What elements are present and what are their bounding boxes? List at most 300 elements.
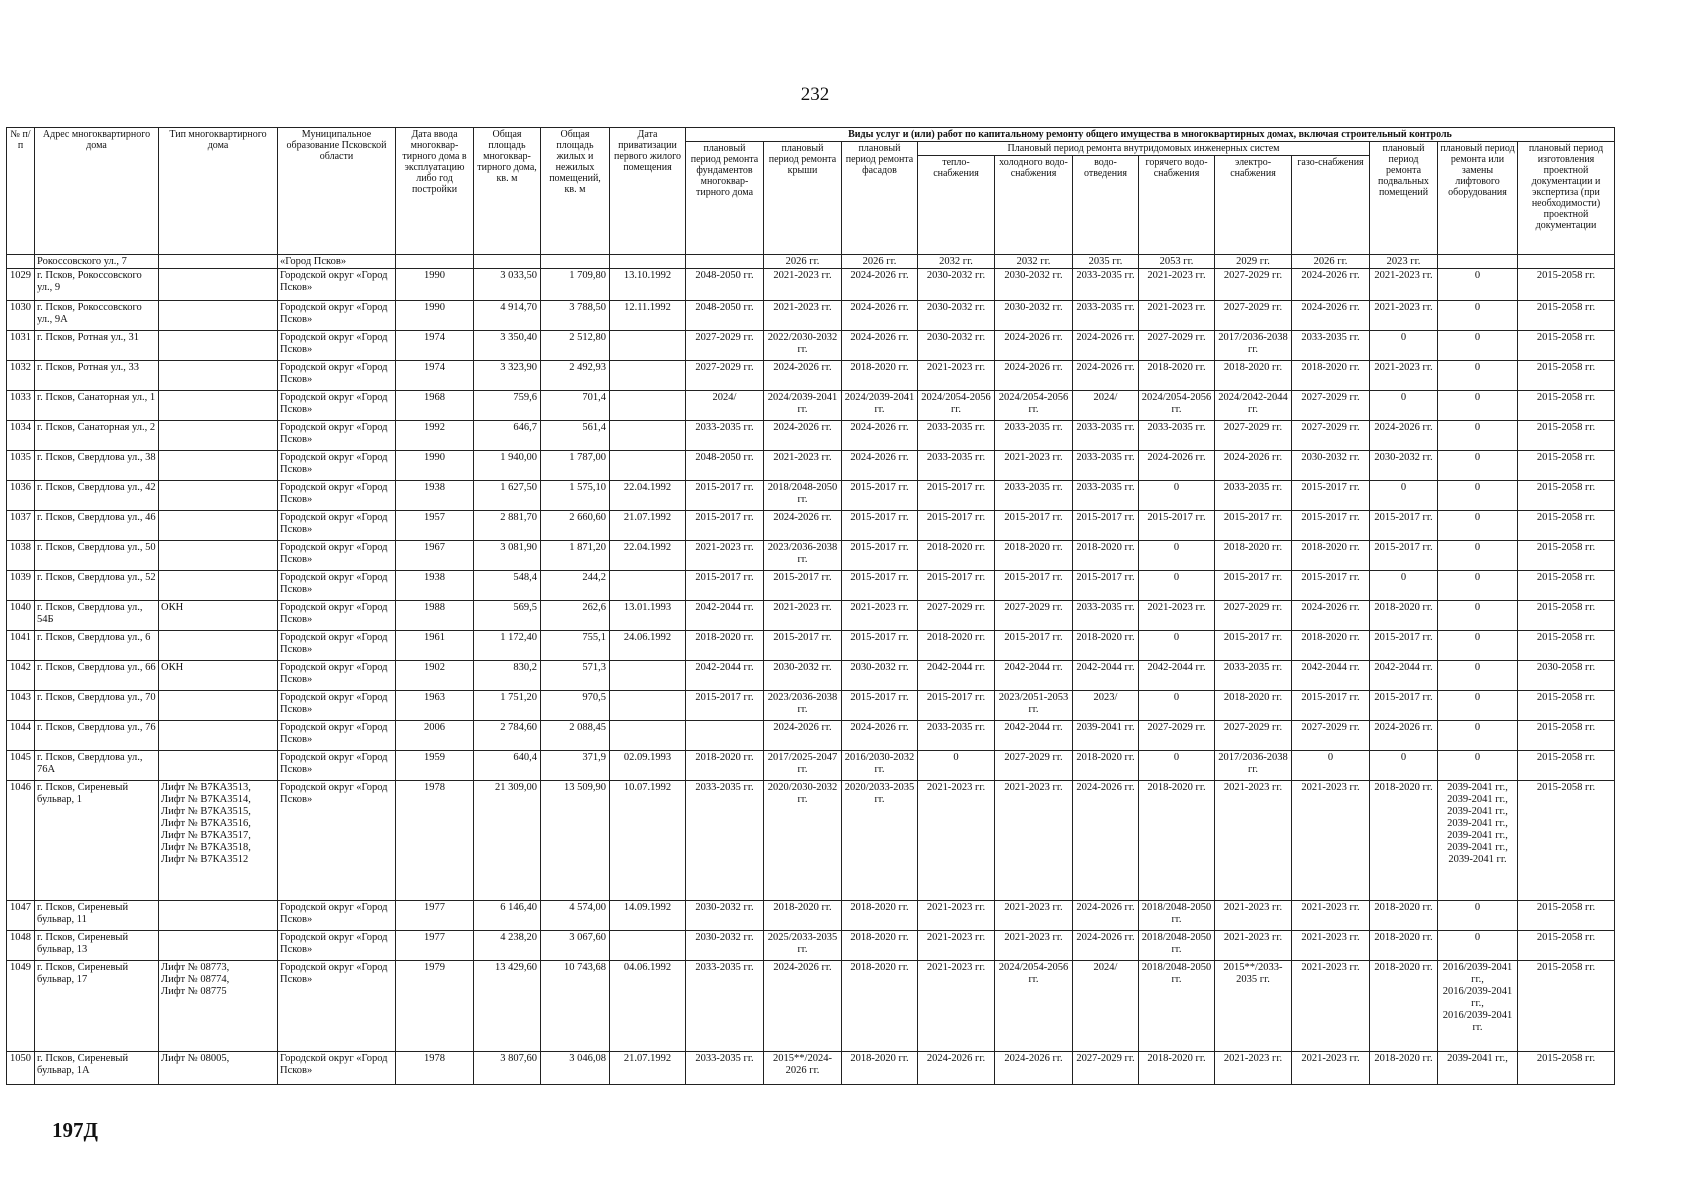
house-type-cell — [159, 781, 278, 901]
design-period-cell: 2015-2058 гг. — [1518, 721, 1615, 751]
living-area-cell: 13 509,90 — [541, 781, 610, 901]
municipality-cell: Городской округ «Город Псков» — [278, 511, 396, 541]
gas-period-cell: 2021-2023 гг. — [1292, 781, 1370, 901]
foundation-period-cell: 2018-2020 гг. — [686, 631, 764, 661]
sewer-period-cell: 2015-2017 гг. — [1073, 511, 1139, 541]
commission-year-cell: 1938 — [396, 481, 474, 511]
table-row — [7, 301, 1615, 331]
hot-water-period-cell: 2018-2020 гг. — [1139, 361, 1215, 391]
hot-water-period-cell: 0 — [1139, 571, 1215, 601]
privatization-date-cell: 21.07.1992 — [610, 1052, 686, 1085]
header-roof: плановый период ремонта крыши — [764, 142, 842, 255]
heat-period-cell: 2018-2020 гг. — [918, 631, 995, 661]
address-cell: г. Псков, Сиреневый бульвар, 1А — [35, 1052, 159, 1085]
cold-water-period-cell: 2030-2032 гг. — [995, 269, 1073, 301]
row-number: 1034 — [7, 421, 35, 451]
gas-period-cell: 2042-2044 гг. — [1292, 661, 1370, 691]
list-item: 2039-2041 гг., — [1447, 842, 1508, 853]
total-area-cell: 4 238,20 — [474, 931, 541, 961]
total-area-cell: 646,7 — [474, 421, 541, 451]
municipality-cell: Городской округ «Город Псков» — [278, 301, 396, 331]
header-foundation: плановый период ремонта фундаментов многоквар-тирного дома — [686, 142, 764, 255]
house-type-cell — [159, 331, 278, 361]
header-address: Адрес многоквартирного дома — [35, 128, 159, 255]
row-number: 1045 — [7, 751, 35, 781]
privatization-date-cell — [610, 661, 686, 691]
table-row — [7, 751, 1615, 781]
address-cell: г. Псков, Свердлова ул., 70 — [35, 691, 159, 721]
header-num: № п/п — [7, 128, 35, 255]
basement-period-cell: 2018-2020 гг. — [1370, 931, 1438, 961]
roof-period-cell: 2018/2048-2050 гг. — [764, 481, 842, 511]
address-cell: г. Псков, Сиреневый бульвар, 1 — [35, 781, 159, 901]
roof-period-cell: 2024-2026 гг. — [764, 721, 842, 751]
table-row — [7, 1052, 1615, 1085]
living-area-cell: 2 088,45 — [541, 721, 610, 751]
roof-period-cell: 2024-2026 гг. — [764, 961, 842, 1052]
page-number: 232 — [800, 84, 830, 105]
commission-year-cell: 1974 — [396, 361, 474, 391]
roof-period-cell: 2020/2030-2032 гг. — [764, 781, 842, 901]
privatization-date-cell — [610, 691, 686, 721]
roof-period-cell: 2015-2017 гг. — [764, 571, 842, 601]
gas-period-cell: 2015-2017 гг. — [1292, 691, 1370, 721]
foundation-period-cell: 2048-2050 гг. — [686, 269, 764, 301]
foundation-period-cell: 2015-2017 гг. — [686, 571, 764, 601]
heat-period-cell: 2021-2023 гг. — [918, 781, 995, 901]
roof-period-cell: 2024-2026 гг. — [764, 361, 842, 391]
row-number: 1033 — [7, 391, 35, 421]
hot-water-period-cell: 2021-2023 гг. — [1139, 301, 1215, 331]
cold-water-period-cell: 2033-2035 гг. — [995, 481, 1073, 511]
house-type-cell: ОКН — [159, 661, 278, 691]
municipality-cell: «Город Псков» — [278, 255, 396, 269]
basement-period-cell: 2024-2026 гг. — [1370, 421, 1438, 451]
address-cell: г. Псков, Свердлова ул., 42 — [35, 481, 159, 511]
row-number: 1047 — [7, 901, 35, 931]
elevator-period-cell: 0 — [1438, 931, 1518, 961]
cold-water-period-cell: 2032 гг. — [995, 255, 1073, 269]
total-area-cell: 3 081,90 — [474, 541, 541, 571]
heat-period-cell: 2033-2035 гг. — [918, 421, 995, 451]
total-area-cell: 1 172,40 — [474, 631, 541, 661]
address-cell: г. Псков, Сиреневый бульвар, 13 — [35, 931, 159, 961]
elevator-period-cell: 0 — [1438, 541, 1518, 571]
elevator-period-cell: 0 — [1438, 691, 1518, 721]
cold-water-period-cell: 2042-2044 гг. — [995, 661, 1073, 691]
heat-period-cell: 2015-2017 гг. — [918, 691, 995, 721]
commission-year-cell: 1977 — [396, 901, 474, 931]
heat-period-cell: 0 — [918, 751, 995, 781]
list-item: 2039-2041 гг., — [1447, 806, 1508, 817]
house-type-cell — [159, 541, 278, 571]
sewer-period-cell: 2024/ — [1073, 961, 1139, 1052]
commission-year-cell: 1990 — [396, 451, 474, 481]
design-period-cell: 2015-2058 гг. — [1518, 269, 1615, 301]
hot-water-period-cell: 2018/2048-2050 гг. — [1139, 901, 1215, 931]
design-period-cell: 2015-2058 гг. — [1518, 541, 1615, 571]
facade-period-cell: 2030-2032 гг. — [842, 661, 918, 691]
heat-period-cell: 2033-2035 гг. — [918, 451, 995, 481]
facade-period-cell: 2015-2017 гг. — [842, 571, 918, 601]
total-area-cell: 640,4 — [474, 751, 541, 781]
table-row — [7, 269, 1615, 301]
privatization-date-cell: 13.10.1992 — [610, 269, 686, 301]
header-heat: тепло-снабжения — [918, 156, 995, 255]
municipality-cell: Городской округ «Город Псков» — [278, 661, 396, 691]
foundation-period-cell: 2033-2035 гг. — [686, 781, 764, 901]
basement-period-cell: 2015-2017 гг. — [1370, 541, 1438, 571]
facade-period-cell: 2018-2020 гг. — [842, 961, 918, 1052]
basement-period-cell: 2021-2023 гг. — [1370, 269, 1438, 301]
elevator-period-cell: 0 — [1438, 601, 1518, 631]
list-item: 2016/2039-2041 гг. — [1442, 1010, 1513, 1033]
address-cell: г. Псков, Свердлова ул., 76 — [35, 721, 159, 751]
header-basement: плановый период ремонта подвальных помещений — [1370, 142, 1438, 255]
sewer-period-cell: 2024-2026 гг. — [1073, 331, 1139, 361]
address-cell: г. Псков, Сиреневый бульвар, 11 — [35, 901, 159, 931]
foundation-period-cell: 2048-2050 гг. — [686, 301, 764, 331]
municipality-cell: Городской округ «Город Псков» — [278, 421, 396, 451]
list-item: Лифт № В7КА3518, — [161, 842, 251, 853]
foundation-period-cell: 2042-2044 гг. — [686, 601, 764, 631]
basement-period-cell: 2018-2020 гг. — [1370, 1052, 1438, 1085]
cold-water-period-cell: 2027-2029 гг. — [995, 751, 1073, 781]
elevator-period-cell — [1438, 961, 1518, 1052]
heat-period-cell: 2033-2035 гг. — [918, 721, 995, 751]
commission-year-cell — [396, 255, 474, 269]
header-municipality: Муниципальное образование Псковской области — [278, 128, 396, 255]
municipality-cell: Городской округ «Город Псков» — [278, 691, 396, 721]
address-cell: г. Псков, Рокоссовского ул., 9А — [35, 301, 159, 331]
total-area-cell — [474, 255, 541, 269]
total-area-cell: 6 146,40 — [474, 901, 541, 931]
commission-year-cell: 1990 — [396, 269, 474, 301]
house-type-cell — [159, 361, 278, 391]
basement-period-cell: 0 — [1370, 751, 1438, 781]
address-cell: г. Псков, Свердлова ул., 52 — [35, 571, 159, 601]
commission-year-cell: 1902 — [396, 661, 474, 691]
privatization-date-cell — [610, 721, 686, 751]
gas-period-cell: 2018-2020 гг. — [1292, 361, 1370, 391]
heat-period-cell: 2015-2017 гг. — [918, 511, 995, 541]
basement-period-cell: 2015-2017 гг. — [1370, 631, 1438, 661]
table-row — [7, 331, 1615, 361]
row-number: 1032 — [7, 361, 35, 391]
hot-water-period-cell: 0 — [1139, 631, 1215, 661]
living-area-cell: 2 660,60 — [541, 511, 610, 541]
design-period-cell: 2015-2058 гг. — [1518, 1052, 1615, 1085]
cold-water-period-cell: 2024-2026 гг. — [995, 1052, 1073, 1085]
row-number: 1041 — [7, 631, 35, 661]
hot-water-period-cell: 2021-2023 гг. — [1139, 269, 1215, 301]
commission-year-cell: 1967 — [396, 541, 474, 571]
elevator-period-cell: 0 — [1438, 661, 1518, 691]
gas-period-cell: 2021-2023 гг. — [1292, 961, 1370, 1052]
elevator-period-cell — [1438, 781, 1518, 901]
commission-year-cell: 1963 — [396, 691, 474, 721]
electric-period-cell: 2021-2023 гг. — [1215, 1052, 1292, 1085]
row-number: 1044 — [7, 721, 35, 751]
hot-water-period-cell: 2018-2020 гг. — [1139, 781, 1215, 901]
address-cell: г. Псков, Санаторная ул., 2 — [35, 421, 159, 451]
municipality-cell: Городской округ «Город Псков» — [278, 721, 396, 751]
sewer-period-cell: 2018-2020 гг. — [1073, 541, 1139, 571]
commission-year-cell: 1938 — [396, 571, 474, 601]
municipality-cell: Городской округ «Город Псков» — [278, 541, 396, 571]
address-cell: Рокоссовского ул., 7 — [35, 255, 159, 269]
design-period-cell: 2015-2058 гг. — [1518, 931, 1615, 961]
house-type-cell: ОКН — [159, 601, 278, 631]
gas-period-cell: 2024-2026 гг. — [1292, 269, 1370, 301]
electric-period-cell: 2027-2029 гг. — [1215, 601, 1292, 631]
house-type-cell — [159, 901, 278, 931]
municipality-cell: Городской округ «Город Псков» — [278, 451, 396, 481]
hot-water-period-cell: 2024-2026 гг. — [1139, 451, 1215, 481]
municipality-cell: Городской округ «Город Псков» — [278, 961, 396, 1052]
elevator-period-cell: 0 — [1438, 331, 1518, 361]
privatization-date-cell — [610, 255, 686, 269]
privatization-date-cell — [610, 361, 686, 391]
basement-period-cell: 2018-2020 гг. — [1370, 901, 1438, 931]
design-period-cell: 2015-2058 гг. — [1518, 901, 1615, 931]
total-area-cell: 1 751,20 — [474, 691, 541, 721]
facade-period-cell: 2015-2017 гг. — [842, 541, 918, 571]
header-hot-water: горячего водо-снабжения — [1139, 156, 1215, 255]
sewer-period-cell: 2018-2020 гг. — [1073, 751, 1139, 781]
electric-period-cell: 2015-2017 гг. — [1215, 631, 1292, 661]
list-item: Лифт № В7КА3515, — [161, 806, 251, 817]
roof-period-cell: 2017/2025-2047 гг. — [764, 751, 842, 781]
privatization-date-cell: 12.11.1992 — [610, 301, 686, 331]
electric-period-cell: 2024-2026 гг. — [1215, 451, 1292, 481]
sewer-period-cell: 2024/ — [1073, 391, 1139, 421]
table-row — [7, 391, 1615, 421]
header-gas: газо-снабжения — [1292, 156, 1370, 255]
row-number: 1037 — [7, 511, 35, 541]
row-number: 1035 — [7, 451, 35, 481]
row-number: 1039 — [7, 571, 35, 601]
design-period-cell: 2015-2058 гг. — [1518, 571, 1615, 601]
design-period-cell: 2015-2058 гг. — [1518, 781, 1615, 901]
living-area-cell: 3 067,60 — [541, 931, 610, 961]
commission-year-cell: 1988 — [396, 601, 474, 631]
list-item: Лифт № В7КА3514, — [161, 794, 251, 805]
foundation-period-cell: 2021-2023 гг. — [686, 541, 764, 571]
privatization-date-cell: 22.04.1992 — [610, 541, 686, 571]
foundation-period-cell: 2015-2017 гг. — [686, 691, 764, 721]
electric-period-cell: 2027-2029 гг. — [1215, 721, 1292, 751]
elevator-period-cell: 2039-2041 гг., — [1438, 1052, 1518, 1085]
privatization-date-cell — [610, 451, 686, 481]
gas-period-cell: 2027-2029 гг. — [1292, 721, 1370, 751]
header-commission-date: Дата ввода многоквар-тирного дома в эксплуатацию либо год постройки — [396, 128, 474, 255]
heat-period-cell: 2021-2023 гг. — [918, 961, 995, 1052]
address-cell: г. Псков, Свердлова ул., 50 — [35, 541, 159, 571]
total-area-cell: 3 033,50 — [474, 269, 541, 301]
header-sewer: водо-отведения — [1073, 156, 1139, 255]
sewer-period-cell: 2024-2026 гг. — [1073, 781, 1139, 901]
cold-water-period-cell: 2015-2017 гг. — [995, 511, 1073, 541]
heat-period-cell: 2015-2017 гг. — [918, 481, 995, 511]
row-number: 1048 — [7, 931, 35, 961]
foundation-period-cell: 2048-2050 гг. — [686, 451, 764, 481]
basement-period-cell: 2024-2026 гг. — [1370, 721, 1438, 751]
gas-period-cell: 2015-2017 гг. — [1292, 511, 1370, 541]
foundation-period-cell: 2015-2017 гг. — [686, 481, 764, 511]
hot-water-period-cell: 0 — [1139, 751, 1215, 781]
heat-period-cell: 2021-2023 гг. — [918, 901, 995, 931]
facade-period-cell: 2021-2023 гг. — [842, 601, 918, 631]
sewer-period-cell: 2024-2026 гг. — [1073, 901, 1139, 931]
table-row — [7, 511, 1615, 541]
total-area-cell: 3 807,60 — [474, 1052, 541, 1085]
design-period-cell — [1518, 255, 1615, 269]
living-area-cell: 571,3 — [541, 661, 610, 691]
electric-period-cell: 2017/2036-2038 гг. — [1215, 331, 1292, 361]
house-type-cell — [159, 961, 278, 1052]
address-cell: г. Псков, Свердлова ул., 46 — [35, 511, 159, 541]
total-area-cell: 548,4 — [474, 571, 541, 601]
electric-period-cell: 2015-2017 гг. — [1215, 511, 1292, 541]
living-area-cell: 3 046,08 — [541, 1052, 610, 1085]
list-item: 2039-2041 гг., — [1447, 782, 1508, 793]
total-area-cell: 1 940,00 — [474, 451, 541, 481]
sewer-period-cell: 2033-2035 гг. — [1073, 601, 1139, 631]
gas-period-cell: 2021-2023 гг. — [1292, 901, 1370, 931]
basement-period-cell: 2023 гг. — [1370, 255, 1438, 269]
elevator-period-cell: 0 — [1438, 421, 1518, 451]
basement-period-cell: 0 — [1370, 331, 1438, 361]
elevator-period-cell: 0 — [1438, 901, 1518, 931]
municipality-cell: Городской округ «Город Псков» — [278, 481, 396, 511]
electric-period-cell: 2015-2017 гг. — [1215, 571, 1292, 601]
house-type-cell — [159, 451, 278, 481]
foundation-period-cell: 2030-2032 гг. — [686, 901, 764, 931]
municipality-cell: Городской округ «Город Псков» — [278, 601, 396, 631]
basement-period-cell: 2021-2023 гг. — [1370, 301, 1438, 331]
list-item: 2039-2041 гг. — [1448, 854, 1507, 865]
hot-water-period-cell: 2018/2048-2050 гг. — [1139, 961, 1215, 1052]
header-type: Тип многоквартирного дома — [159, 128, 278, 255]
living-area-cell: 561,4 — [541, 421, 610, 451]
row-number: 1046 — [7, 781, 35, 901]
table-row — [7, 481, 1615, 511]
list-item: Лифт № 08774, — [161, 974, 230, 985]
row-number: 1040 — [7, 601, 35, 631]
privatization-date-cell — [610, 421, 686, 451]
elevator-period-cell: 0 — [1438, 269, 1518, 301]
living-area-cell: 1 787,00 — [541, 451, 610, 481]
living-area-cell: 1 871,20 — [541, 541, 610, 571]
commission-year-cell: 1959 — [396, 751, 474, 781]
basement-period-cell: 0 — [1370, 571, 1438, 601]
house-type-cell — [159, 931, 278, 961]
list-item: 2039-2041 гг., — [1447, 818, 1508, 829]
sewer-period-cell: 2033-2035 гг. — [1073, 269, 1139, 301]
table-row — [7, 255, 1615, 269]
total-area-cell: 4 914,70 — [474, 301, 541, 331]
house-type-cell — [159, 421, 278, 451]
living-area-cell: 701,4 — [541, 391, 610, 421]
living-area-cell: 1 575,10 — [541, 481, 610, 511]
electric-period-cell: 2027-2029 гг. — [1215, 421, 1292, 451]
header-systems-title: Плановый период ремонта внутридомовых инженерных систем — [918, 142, 1370, 156]
facade-period-cell: 2015-2017 гг. — [842, 481, 918, 511]
facade-period-cell: 2018-2020 гг. — [842, 931, 918, 961]
heat-period-cell: 2030-2032 гг. — [918, 269, 995, 301]
header-elevator: плановый период ремонта или замены лифтового оборудования — [1438, 142, 1518, 255]
header-cold-water: холодного водо-снабжения — [995, 156, 1073, 255]
sewer-period-cell: 2033-2035 гг. — [1073, 301, 1139, 331]
privatization-date-cell: 22.04.1992 — [610, 481, 686, 511]
row-number: 1042 — [7, 661, 35, 691]
privatization-date-cell: 13.01.1993 — [610, 601, 686, 631]
electric-period-cell: 2027-2029 гг. — [1215, 301, 1292, 331]
hot-water-period-cell: 0 — [1139, 541, 1215, 571]
facade-period-cell: 2018-2020 гг. — [842, 1052, 918, 1085]
hot-water-period-cell: 2021-2023 гг. — [1139, 601, 1215, 631]
heat-period-cell: 2027-2029 гг. — [918, 601, 995, 631]
elevator-period-cell: 0 — [1438, 481, 1518, 511]
design-period-cell: 2015-2058 гг. — [1518, 961, 1615, 1052]
address-cell: г. Псков, Свердлова ул., 66 — [35, 661, 159, 691]
row-number: 1043 — [7, 691, 35, 721]
design-period-cell: 2015-2058 гг. — [1518, 301, 1615, 331]
house-type-cell — [159, 255, 278, 269]
roof-period-cell: 2024/2039-2041 гг. — [764, 391, 842, 421]
cold-water-period-cell: 2021-2023 гг. — [995, 781, 1073, 901]
cold-water-period-cell: 2024/2054-2056 гг. — [995, 961, 1073, 1052]
address-cell: г. Псков, Рокоссовского ул., 9 — [35, 269, 159, 301]
hot-water-period-cell: 0 — [1139, 691, 1215, 721]
hot-water-period-cell: 2042-2044 гг. — [1139, 661, 1215, 691]
heat-period-cell: 2015-2017 гг. — [918, 571, 995, 601]
electric-period-cell: 2021-2023 гг. — [1215, 781, 1292, 901]
facade-period-cell: 2024-2026 гг. — [842, 421, 918, 451]
municipality-cell: Городской округ «Город Псков» — [278, 571, 396, 601]
hot-water-period-cell: 2018-2020 гг. — [1139, 1052, 1215, 1085]
foundation-period-cell: 2015-2017 гг. — [686, 511, 764, 541]
hot-water-period-cell: 2018/2048-2050 гг. — [1139, 931, 1215, 961]
header-living-area: Общая площадь жилых и нежилых помещений, кв. м — [541, 128, 610, 255]
cold-water-period-cell: 2021-2023 гг. — [995, 931, 1073, 961]
electric-period-cell: 2027-2029 гг. — [1215, 269, 1292, 301]
hot-water-period-cell: 2053 гг. — [1139, 255, 1215, 269]
table-row — [7, 571, 1615, 601]
list-item: 2039-2041 гг., — [1447, 830, 1508, 841]
hot-water-period-cell: 0 — [1139, 481, 1215, 511]
row-number: 1031 — [7, 331, 35, 361]
sewer-period-cell: 2023/ — [1073, 691, 1139, 721]
total-area-cell: 830,2 — [474, 661, 541, 691]
total-area-cell: 569,5 — [474, 601, 541, 631]
roof-period-cell: 2015**/2024-2026 гг. — [764, 1052, 842, 1085]
table-row — [7, 601, 1615, 631]
sewer-period-cell: 2024-2026 гг. — [1073, 931, 1139, 961]
table-row — [7, 901, 1615, 931]
roof-period-cell: 2024-2026 гг. — [764, 511, 842, 541]
facade-period-cell: 2024-2026 гг. — [842, 331, 918, 361]
house-type-cell — [159, 751, 278, 781]
municipality-cell: Городской округ «Город Псков» — [278, 931, 396, 961]
commission-year-cell: 1992 — [396, 421, 474, 451]
living-area-cell: 3 788,50 — [541, 301, 610, 331]
basement-period-cell: 2042-2044 гг. — [1370, 661, 1438, 691]
design-period-cell: 2015-2058 гг. — [1518, 391, 1615, 421]
cold-water-period-cell: 2042-2044 гг. — [995, 721, 1073, 751]
house-type-cell — [159, 301, 278, 331]
